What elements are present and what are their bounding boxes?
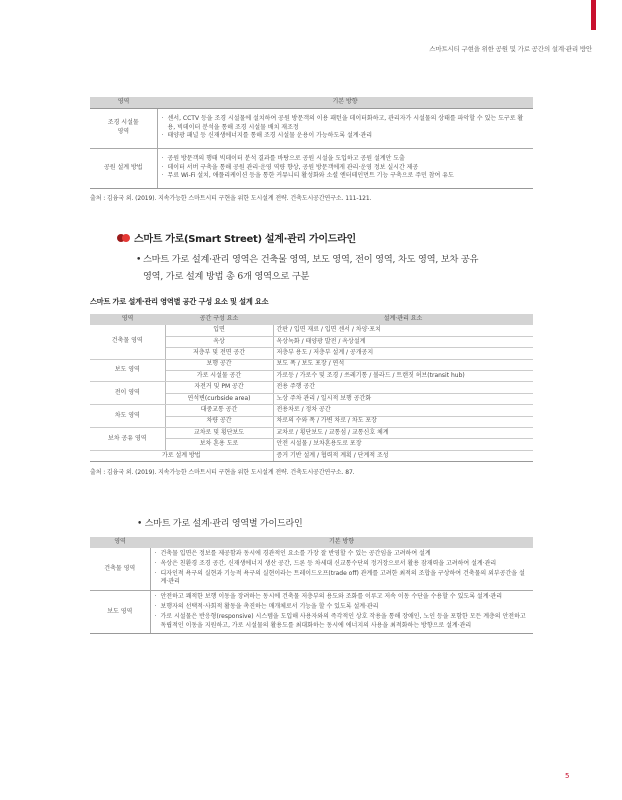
section-bullet-icon: [117, 234, 130, 242]
list-item: · 디자인적 욕구의 실현과 기능적 욕구의 실현이라는 트레이드오프(trade off) 관계를 고려한 최적의 조합을 구상하여 건축물의 외부공간을 설계·관리: [154, 570, 531, 588]
component-cell: 대중교통 공간: [165, 405, 273, 416]
table-row: [90, 359, 533, 370]
elements-cell: 전용차로 / 정차 공간: [273, 405, 533, 416]
smart-street-elements-table: [90, 314, 533, 462]
list-item: · 보행자의 선택적·사회적 활동을 촉진하는 매개체로서 기능을 할 수 있도록 설계·관리: [154, 603, 531, 612]
elements-cell: 보도 폭 / 보도 포장 / 연석: [273, 359, 533, 370]
list-item: · 건축물 입면은 정보를 제공함과 동시에 경관적인 요소를 가장 잘 반영할 수 있는 공간임을 고려하여 설계: [154, 550, 531, 559]
page-number: 5: [565, 772, 570, 780]
row-content: [157, 108, 533, 148]
table-header: 기본 방향: [157, 97, 533, 108]
component-cell: 옥상: [165, 336, 273, 347]
component-cell: 보행 공간: [165, 359, 273, 370]
component-cell: 가로 시설물 공간: [165, 371, 273, 382]
table-row: [90, 428, 533, 439]
table-header: 설계·관리 요소: [273, 314, 533, 325]
component-cell: 연석변(curbside area): [165, 393, 273, 404]
elements-cell: 옥상녹화 / 태양광 발전 / 옥상설계: [273, 336, 533, 347]
row-label: 보도 영역: [90, 591, 150, 634]
table-row: [90, 450, 533, 461]
park-design-table: [90, 97, 533, 189]
component-cell: 보차 혼용 도로: [165, 439, 273, 450]
elements-cell: 차로의 수와 폭 / 가변 차로 / 차도 포장: [273, 416, 533, 427]
list-item: · 태양광 패널 등 신재생에너지를 통해 조경 시설물 운용이 가능하도록 설계·관리: [161, 132, 531, 141]
component-cell: 입면: [165, 325, 273, 336]
component-cell: 저층부 및 전면 공간: [165, 348, 273, 359]
list-item: · 무료 Wi-Fi 설치, 애플리케이션 등을 통한 커뮤니티 활성화와 소셜 엔터테인먼트 기능 구축으로 주민 참여 유도: [161, 172, 531, 181]
table-caption: 스마트 가로 설계·관리 영역별 공간 구성 요소 및 설계 요소: [90, 297, 269, 306]
section-title-text: 스마트 가로(Smart Street) 설계·관리 가이드라인: [134, 234, 356, 245]
list-item: · 센서, CCTV 등을 조경 시설물에 설치하여 공원 방문객의 이용 패턴을 데이터화하고, 관리자가 시설물의 상태를 파악할 수 있는 도구로 활용, 빅데이터 분석을 통해 조경 시설물 배치 재조정: [161, 115, 531, 133]
paragraph-line: 스마트 가로 설계·관리 영역은 건축물 영역, 보도 영역, 전이 영역, 차도 영역, 보차 공유: [143, 254, 479, 265]
elements-cell: 노상 주차 관리 / 일시적 보행 공간화: [273, 393, 533, 404]
list-item: · 안전하고 쾌적한 보행 이동을 장려하는 동시에 건축물 저층부의 용도와 조화를 이루고 저속 이동 수단을 수용할 수 있도록 설계·관리: [154, 593, 531, 602]
component-cell: 교차로 및 횡단보도: [165, 428, 273, 439]
subsection-title: • 스마트 가로 설계·관리 영역별 가이드라인: [137, 519, 303, 529]
table-header: 영역: [90, 314, 165, 325]
table-header: 기본 방향: [150, 537, 533, 548]
elements-cell: 안전 시설물 / 보차혼용도로 포장: [273, 439, 533, 450]
row-label: 건축물 영역: [90, 548, 150, 591]
row-label: 공원 설계 방법: [90, 148, 157, 188]
table-header: 영역: [90, 537, 150, 548]
chapter-tab-marker: [591, 0, 596, 30]
area-cell: 건축물 영역: [90, 325, 165, 359]
paragraph-bullet: •: [136, 254, 142, 265]
table-row: [90, 548, 533, 591]
table-row: [90, 405, 533, 416]
table-source-note: 출처 : 김융국 외. (2019). 지속가능한 스마트시티 구현을 위한 도시설계 전략. 건축도시공간연구소. 111-121.: [90, 195, 372, 202]
elements-cell: 가로등 / 가로수 및 조경 / 쓰레기통 / 볼라드 / 트랜짓 허브(transit hub): [273, 371, 533, 382]
list-item: · 옥상은 친환경 조경 공간, 신재생에너지 생산 공간, 드론 등 차세대 신교통수단의 정거장으로서 활용 잠재력을 고려하여 설계·관리: [154, 560, 531, 569]
row-label: 조경 시설물 영역: [90, 108, 157, 148]
elements-cell: 증거 기반 설계 / 협력적 계획 / 단계적 조성: [273, 450, 533, 461]
table-row: [90, 148, 533, 188]
component-cell: 자전거 및 PM 공간: [165, 382, 273, 393]
table-row: [90, 382, 533, 393]
area-cell: 보도 영역: [90, 359, 165, 382]
elements-cell: 전용 주행 공간: [273, 382, 533, 393]
section-title: [117, 230, 356, 245]
row-content: [157, 148, 533, 188]
row-content: [150, 548, 533, 591]
table-row: [90, 591, 533, 634]
area-cell: 차도 영역: [90, 405, 165, 428]
area-cell: 전이 영역: [90, 382, 165, 405]
area-cell: 가로 설계 방법: [90, 450, 273, 461]
table-row: [90, 108, 533, 148]
elements-cell: 교차로 / 횡단보도 / 교통섬 / 교통신호 체계: [273, 428, 533, 439]
area-cell: 보차 공유 영역: [90, 428, 165, 451]
table-header: 공간 구성 요소: [165, 314, 273, 325]
street-guideline-table: [90, 537, 533, 634]
row-content: [150, 591, 533, 634]
table-header: 영역: [90, 97, 157, 108]
list-item: · 가로 시설물은 반응형(responsive) 시스템을 도입해 사용자와의 즉각적인 상호 작용을 통해 장애인, 노인 등을 포함한 모든 계층의 안전하고 독립적인 이동을 지원하고, 가로 시설물의 활용도를 최대화하는 동시에 에너지의 사용을 최적화하는 방향으로 설계·관리: [154, 613, 531, 631]
list-item: · 데이터 서버 구축을 통해 공원 관리·운영 역량 향상, 공원 방문객에게 관리·운영 정보 실시간 제공: [161, 164, 531, 173]
elements-cell: 간판 / 입면 재료 / 입면 센서 / 차양·포치: [273, 325, 533, 336]
table-row: [90, 325, 533, 336]
component-cell: 차량 공간: [165, 416, 273, 427]
section-paragraph: [136, 251, 543, 285]
running-header: 스마트시티 구현을 위한 공원 및 가로 공간의 설계·관리 방안: [429, 45, 592, 53]
elements-cell: 저층부 용도 / 저층부 설계 / 공개공지: [273, 348, 533, 359]
paragraph-line: 영역, 가로 설계 방법 총 6개 영역으로 구분: [143, 271, 310, 282]
table-source-note: 출처 : 김융국 외. (2019). 지속가능한 스마트시티 구현을 위한 도시설계 전략. 건축도시공간연구소. 87.: [90, 469, 355, 476]
list-item: · 공원 방문객의 행태 빅데이터 분석 결과를 바탕으로 공원 시설을 도입하고 공원 설계안 도출: [161, 155, 531, 164]
